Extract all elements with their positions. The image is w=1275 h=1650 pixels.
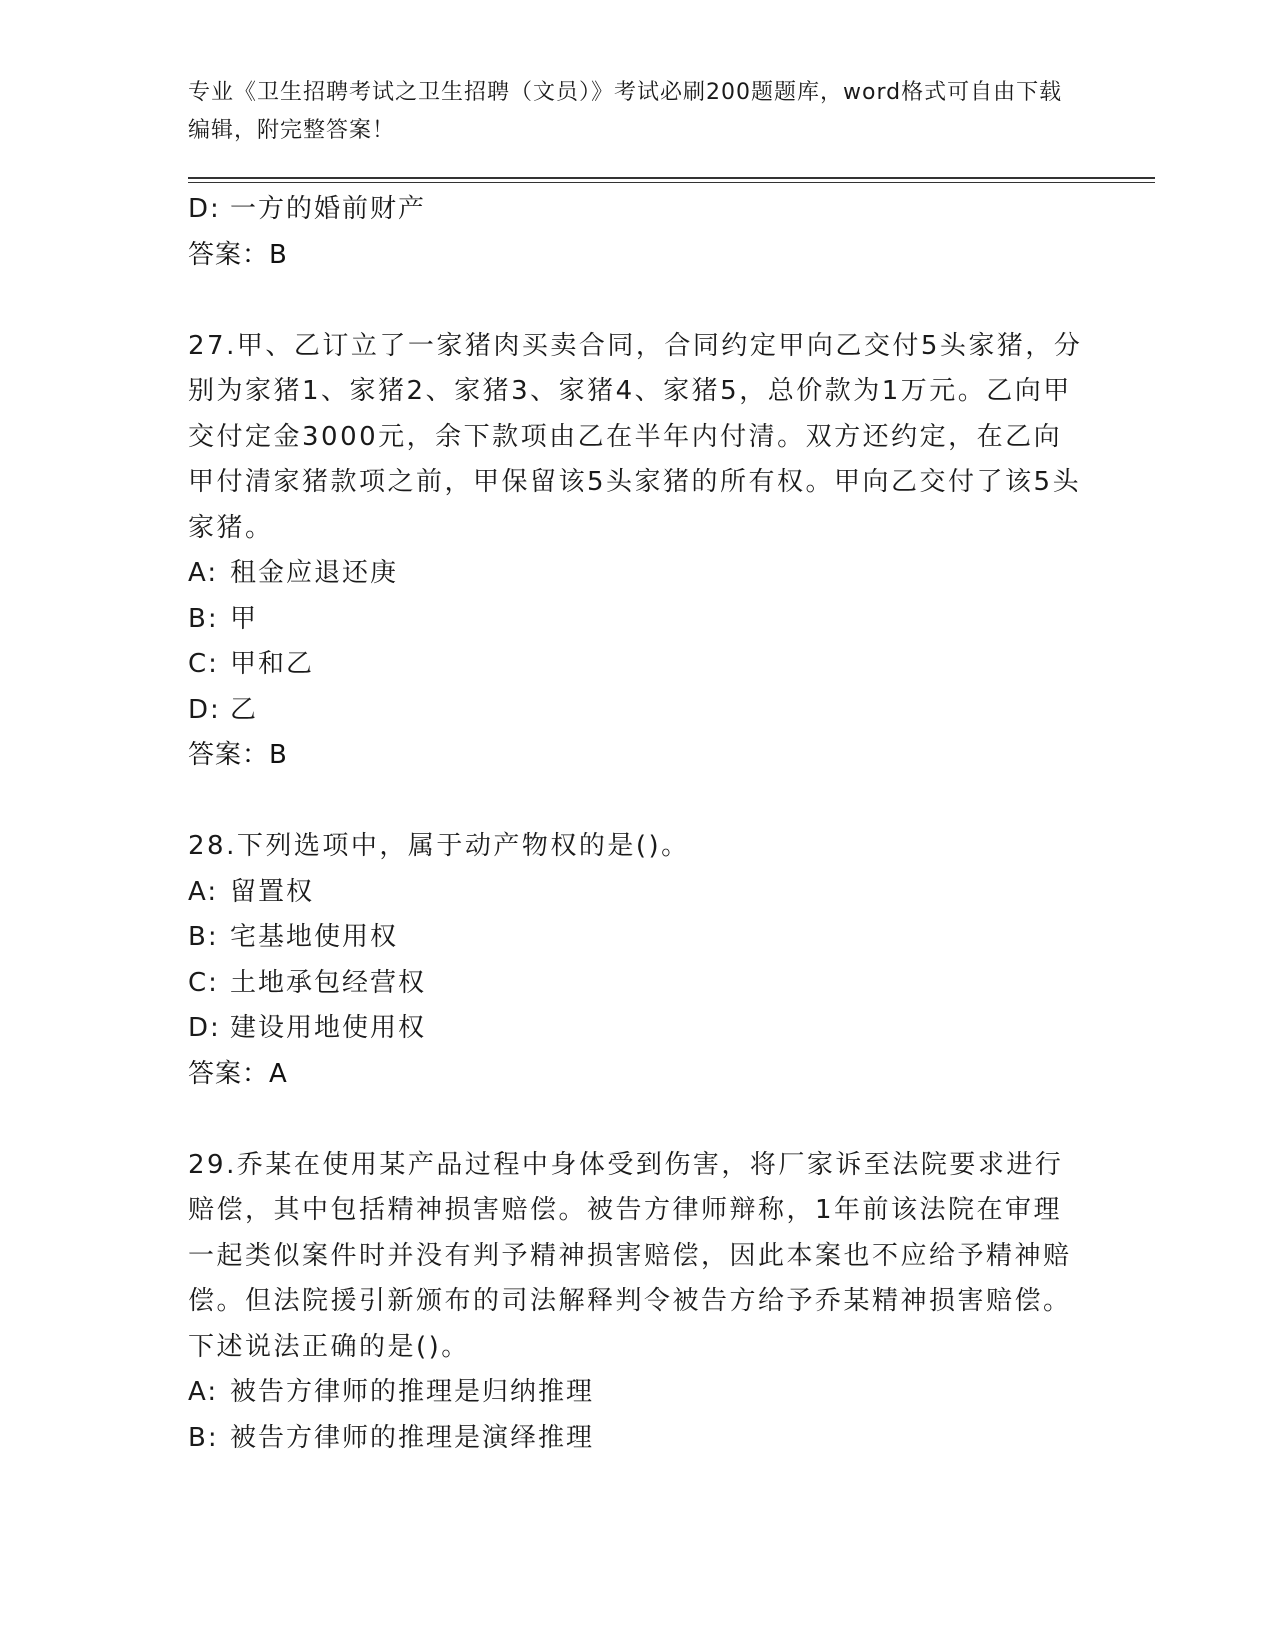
option-text: 留置权 (230, 876, 315, 907)
q28-option-d (188, 1006, 1088, 1052)
option-text: 建设用地使用权 (230, 1013, 427, 1043)
option-key: A: (188, 1377, 219, 1407)
document-body (188, 187, 1088, 1461)
header-divider-thin (188, 182, 1155, 183)
option-key: B: (188, 603, 219, 634)
answer-line: 答案：B (188, 239, 288, 270)
q29-option-a (188, 1370, 1088, 1416)
option-text: 土地承包经营权 (230, 967, 427, 998)
q27-option-c (188, 642, 1088, 688)
option-key: B: (188, 1422, 219, 1453)
q27-answer: 答案：B (188, 740, 288, 770)
q28-option-b (188, 915, 1088, 961)
question-27-text: 27.甲、乙订立了一家猪肉买卖合同，合同约定甲向乙交付5头家猪，分别为家猪1、家猪2、家猪3、家猪4、家猪5，总价款为1万元。乙向甲交付定金3000元，余下款项由乙在半年内付清。双方还约定，在乙向甲付清家猪款项之前，甲保留该5头家猪的所有权。甲向乙交付了该5头家猪。 (188, 330, 1083, 543)
header-divider-thick (188, 177, 1155, 179)
question-28-text: 28.下列选项中，属于动产物权的是()。 (188, 831, 690, 861)
option-text: 一方的婚前财产 (230, 194, 427, 224)
option-key: D: (188, 1013, 221, 1043)
q27-option-a (188, 551, 1088, 597)
option-text: 租金应退还庚 (230, 558, 399, 588)
option-text: 宅基地使用权 (230, 922, 399, 952)
q28-option-c (188, 961, 1088, 1007)
option-text: 被告方律师的推理是演绎推理 (230, 1422, 595, 1453)
question-29-text: 29.乔某在使用某产品过程中身体受到伤害，将厂家诉至法院要求进行赔偿，其中包括精神损害赔偿。被告方律师辩称，1年前该法院在审理一起类似案件时并没有判予精神损害赔偿，因此本案也不应给予精神赔偿。但法院援引新颁布的司法解释判令被告方给予乔某精神损害赔偿。下述说法正确的是()。 (188, 1149, 1072, 1362)
option-key: D: (188, 694, 221, 725)
option-text: 被告方律师的推理是归纳推理 (230, 1377, 595, 1407)
spacer (188, 1097, 1088, 1143)
spacer (188, 278, 1088, 324)
option-text: 甲 (230, 603, 259, 634)
option-key: D: (188, 194, 221, 224)
q28-answer: 答案：A (188, 1058, 288, 1089)
document-header: 专业《卫生招聘考试之卫生招聘（文员）》考试必刷200题题库，word格式可自由下载编辑，附完整答案！ (188, 80, 1063, 143)
option-key: C: (188, 649, 219, 679)
option-text: 乙 (230, 694, 259, 725)
q27-option-d (188, 688, 1088, 734)
q28-option-a (188, 870, 1088, 916)
spacer (188, 779, 1088, 825)
q29-option-b (188, 1416, 1088, 1462)
option-key: A: (188, 876, 219, 907)
option-key: B: (188, 922, 219, 952)
option-key: A: (188, 558, 219, 588)
option-d (188, 187, 1088, 233)
option-key: C: (188, 967, 219, 998)
q27-option-b (188, 597, 1088, 643)
option-text: 甲和乙 (230, 649, 315, 679)
